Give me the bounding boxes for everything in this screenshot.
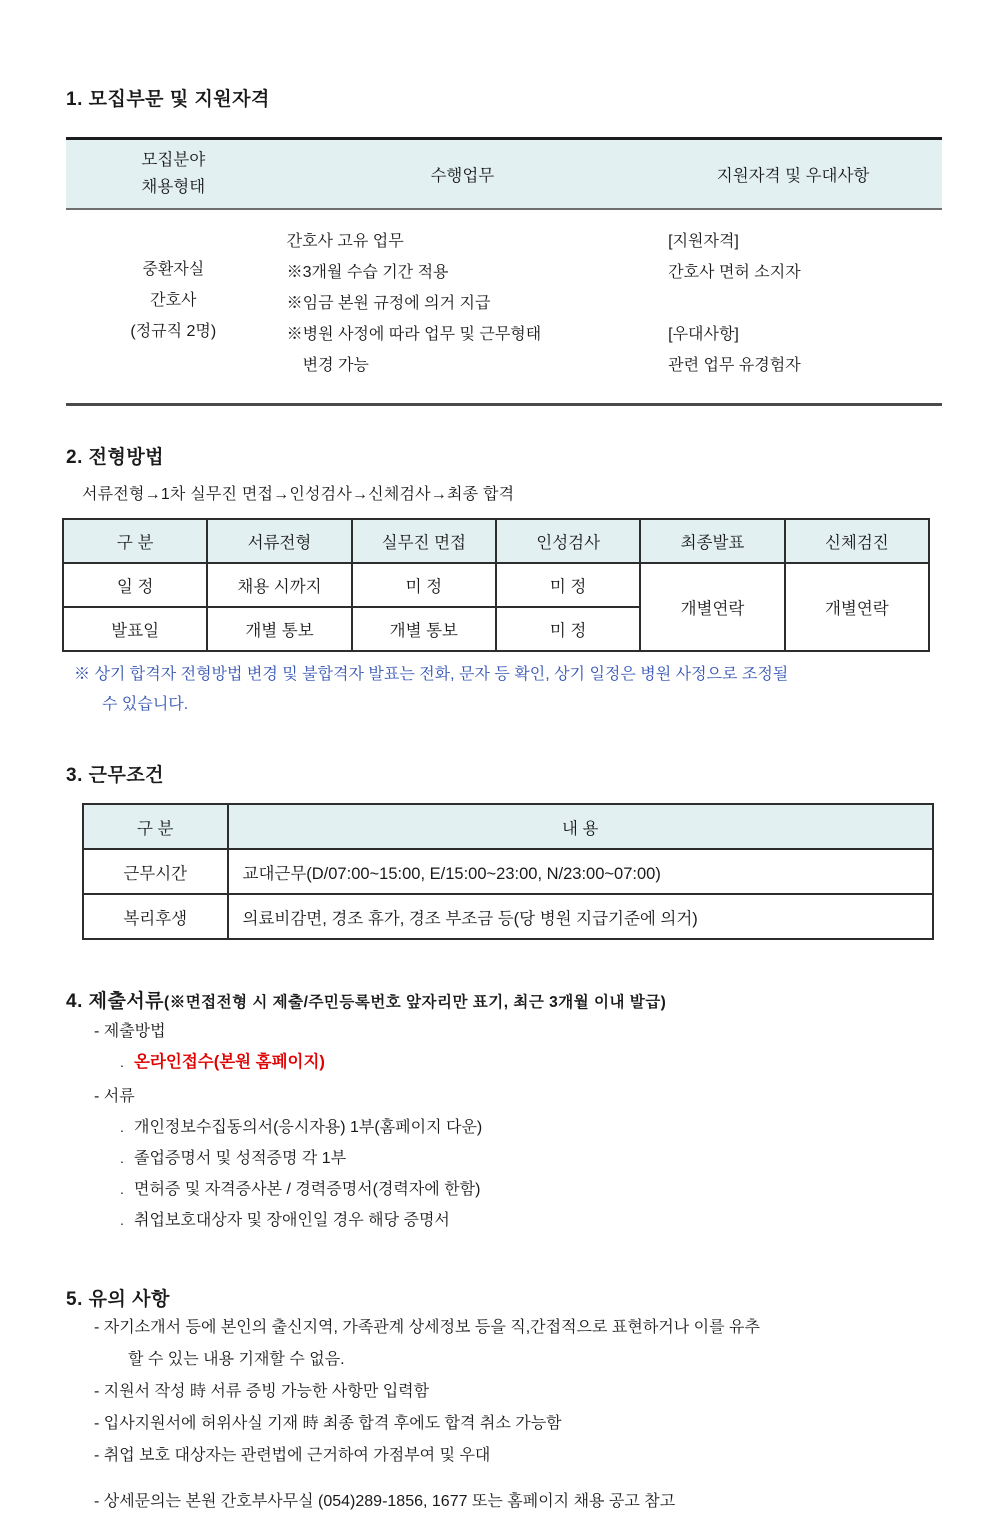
notice-item-contact: - 상세문의는 본원 간호부사무실 (054)289-1856, 1677 또는 홈페이지 채용 공고 참고 bbox=[94, 1493, 676, 1510]
qual-spacer-line bbox=[656, 288, 940, 319]
conditions-value: 교대근무(D/07:00~15:00, E/15:00~23:00, N/23:00~07:00) bbox=[228, 849, 934, 894]
header-category-line2: 채용형태 bbox=[141, 178, 206, 196]
header-cell-category bbox=[66, 139, 281, 210]
working-conditions-table bbox=[82, 803, 934, 940]
document-item-text: 취업보호대상자 및 장애인일 경우 해당 증명서 bbox=[134, 1212, 450, 1229]
announce-cell: 개별 통보 bbox=[352, 607, 496, 651]
position-line: 중환자실 bbox=[142, 261, 205, 278]
conditions-header-category: 구 분 bbox=[83, 804, 228, 849]
conditions-header-content: 내 용 bbox=[228, 804, 934, 849]
conditions-label: 복리후생 bbox=[83, 894, 228, 939]
header-cell-duties: 수행업무 bbox=[281, 139, 645, 210]
section5-title: 5. 유의 사항 bbox=[66, 1289, 170, 1310]
dot-bullet: . bbox=[120, 1150, 124, 1166]
dot-bullet: . bbox=[120, 1181, 124, 1197]
selection-flow-text: 서류전형→1차 실무진 면접→인성검사→신체검사→최종 합격 bbox=[82, 486, 515, 503]
online-submit-text: 온라인접수(본원 홈페이지) bbox=[134, 1053, 325, 1071]
notice-item-wrap: 할 수 있는 내용 기재할 수 없음. bbox=[128, 1351, 345, 1368]
notice-item: - 자기소개서 등에 본인의 출신지역, 가족관계 상세정보 등을 직,간접적으로 표현하거나 이를 유추 bbox=[94, 1319, 760, 1336]
header-cell-qualifications: 지원자격 및 우대사항 bbox=[644, 139, 942, 210]
position-line: 간호사 bbox=[150, 292, 197, 309]
final-contact-cell: 개별연락 bbox=[640, 563, 784, 651]
qual-line: 간호사 면허 소지자 bbox=[668, 264, 801, 281]
document-item bbox=[120, 1143, 942, 1174]
note-line2: 수 있습니다. bbox=[102, 696, 189, 713]
method-table-header-row bbox=[63, 519, 929, 563]
selection-note bbox=[74, 660, 942, 720]
conditions-label: 근무시간 bbox=[83, 849, 228, 894]
dot-bullet: . bbox=[120, 1212, 124, 1228]
recruitment-table-header-row bbox=[66, 139, 942, 210]
section4-title-paren: (※면접전형 시 제출/주민등록번호 앞자리만 표기, 최근 3개월 이내 발급) bbox=[164, 994, 667, 1011]
header-category-line1: 모집분야 bbox=[141, 151, 206, 169]
cell-position bbox=[66, 209, 281, 405]
schedule-cell: 일 정 bbox=[63, 563, 207, 607]
method-header-cell: 신체검진 bbox=[785, 519, 929, 563]
method-header-cell: 실무진 면접 bbox=[352, 519, 496, 563]
dot-bullet: . bbox=[120, 1054, 124, 1070]
section3-title: 3. 근무조건 bbox=[66, 765, 165, 786]
duty-line: 간호사 고유 업무 bbox=[286, 233, 404, 250]
recruitment-table bbox=[66, 137, 942, 406]
conditions-row-welfare bbox=[83, 894, 933, 939]
recruitment-table-body-row bbox=[66, 209, 942, 405]
duty-line: ※3개월 수습 기간 적용 bbox=[286, 264, 449, 281]
method-header-cell: 구 분 bbox=[63, 519, 207, 563]
schedule-cell: 미 정 bbox=[496, 563, 640, 607]
method-header-cell: 최종발표 bbox=[640, 519, 784, 563]
notice-item: - 입사지원서에 허위사실 기재 時 최종 합격 후에도 합격 취소 가능함 bbox=[94, 1415, 562, 1432]
method-header-cell: 인성검사 bbox=[496, 519, 640, 563]
announce-cell: 개별 통보 bbox=[207, 607, 351, 651]
qual-line: [우대사항] bbox=[668, 326, 739, 343]
physical-contact-cell: 개별연락 bbox=[785, 563, 929, 651]
cell-qualifications bbox=[644, 209, 942, 405]
duty-line: ※임금 본원 규정에 의거 지급 bbox=[286, 295, 491, 312]
position-line: (정규직 2명) bbox=[130, 323, 217, 340]
duty-line: ※병원 사정에 따라 업무 및 근무형태 bbox=[286, 326, 542, 343]
document-item-text: 개인정보수집동의서(응시자용) 1부(홈페이지 다운) bbox=[134, 1119, 483, 1136]
qual-line: [지원자격] bbox=[668, 233, 739, 250]
announce-cell: 발표일 bbox=[63, 607, 207, 651]
qual-line: 관련 업무 유경험자 bbox=[668, 357, 801, 374]
submit-method-label: - 제출방법 bbox=[94, 1023, 166, 1040]
method-schedule-row bbox=[63, 563, 929, 607]
note-line1: ※ 상기 합격자 전형방법 변경 및 불합격자 발표는 전화, 문자 등 확인, 상기 일정은 병원 사정으로 조정될 bbox=[74, 666, 789, 683]
conditions-value: 의료비감면, 경조 휴가, 경조 부조금 등(당 병원 지급기준에 의거) bbox=[228, 894, 934, 939]
section4-title-main: 4. 제출서류 bbox=[66, 991, 165, 1012]
cell-duties bbox=[281, 209, 645, 405]
notice-item: - 취업 보호 대상자는 관련법에 근거하여 가점부여 및 우대 bbox=[94, 1447, 491, 1464]
schedule-cell: 미 정 bbox=[352, 563, 496, 607]
notice-item: - 지원서 작성 時 서류 증빙 가능한 사항만 입력함 bbox=[94, 1383, 430, 1400]
section1-title: 1. 모집부문 및 지원자격 bbox=[66, 89, 270, 110]
selection-method-table bbox=[62, 518, 930, 652]
document-item-text: 졸업증명서 및 성적증명 각 1부 bbox=[134, 1150, 347, 1167]
duty-line: 변경 가능 bbox=[302, 357, 369, 374]
document-item bbox=[120, 1205, 942, 1236]
documents-label: - 서류 bbox=[94, 1088, 135, 1105]
section4-title bbox=[66, 986, 942, 1013]
schedule-cell: 채용 시까지 bbox=[207, 563, 351, 607]
conditions-header-row bbox=[83, 804, 933, 849]
section2-title: 2. 전형방법 bbox=[66, 447, 165, 468]
document-item bbox=[120, 1112, 942, 1143]
document-item-text: 면허증 및 자격증사본 / 경력증명서(경력자에 한함) bbox=[134, 1181, 481, 1198]
conditions-row-hours bbox=[83, 849, 933, 894]
dot-bullet: . bbox=[120, 1119, 124, 1135]
method-header-cell: 서류전형 bbox=[207, 519, 351, 563]
announce-cell: 미 정 bbox=[496, 607, 640, 651]
document-item bbox=[120, 1174, 942, 1205]
online-submit-item bbox=[120, 1047, 942, 1078]
